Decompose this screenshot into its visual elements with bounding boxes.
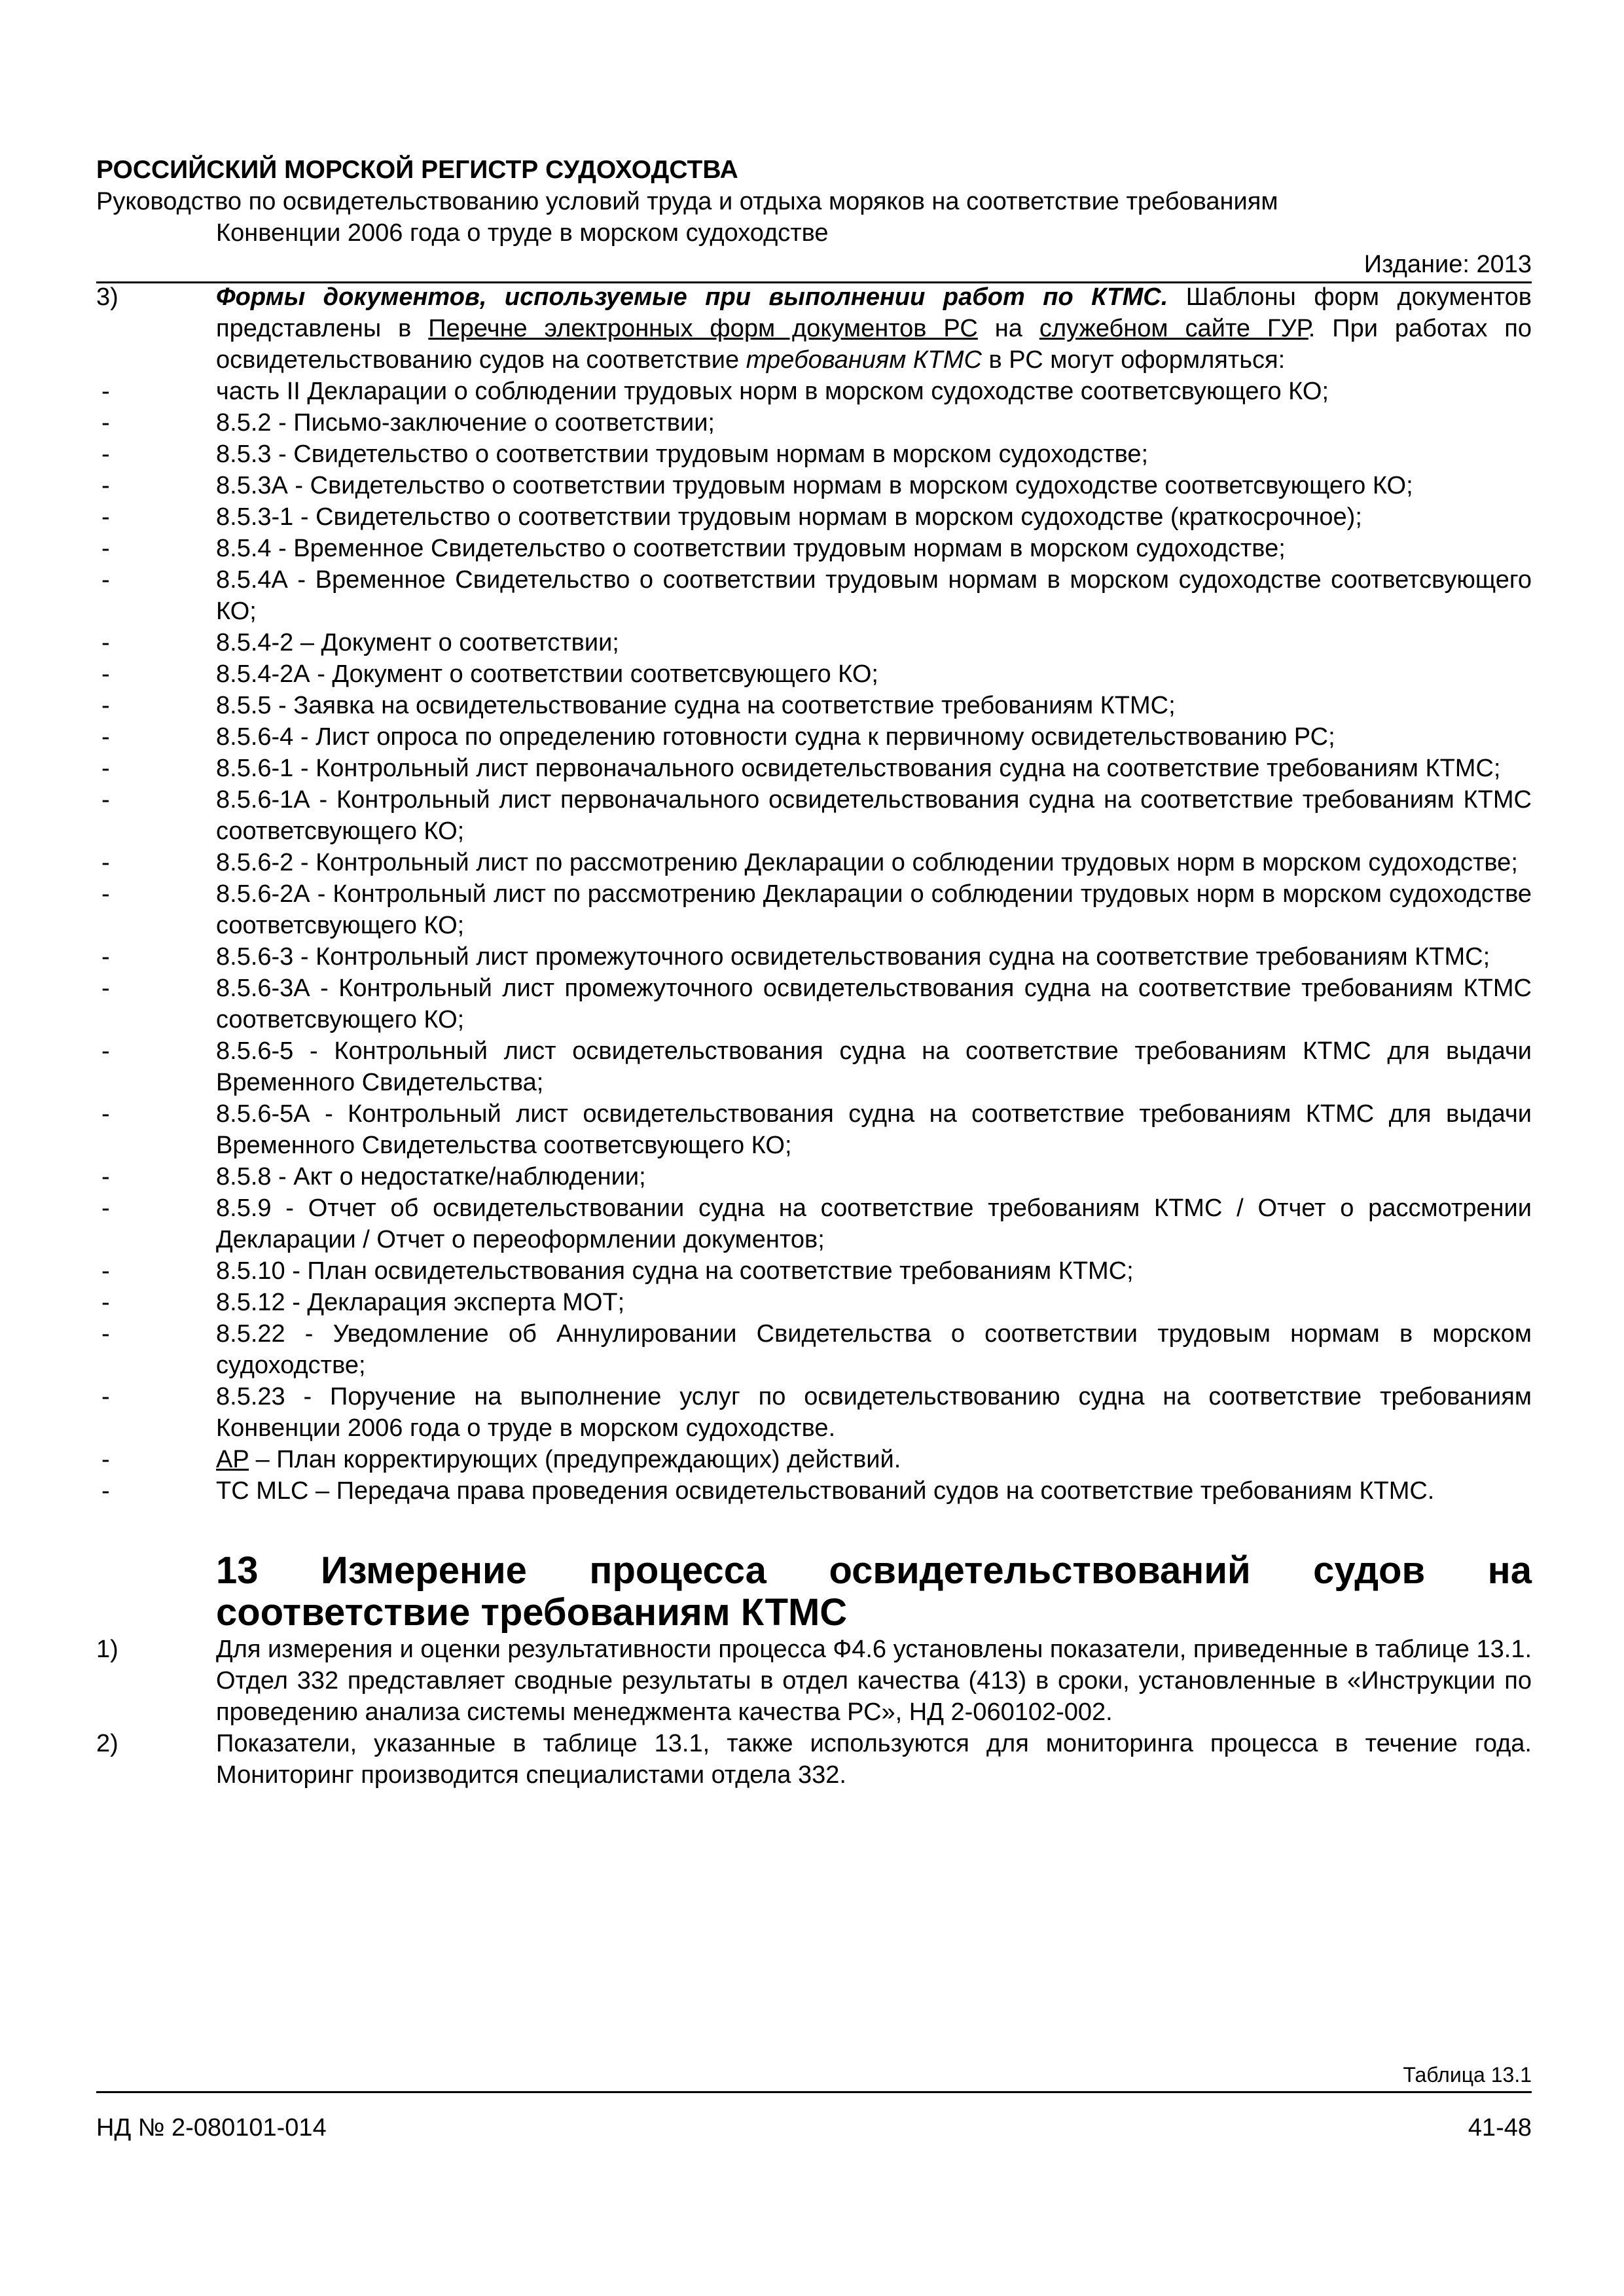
item-3-text — [216, 281, 1532, 376]
list-item-text: 8.5.4-2 – Документ о соответствии; — [216, 629, 619, 656]
ap-text: – План корректирующих (предупреждающих) действий. — [249, 1446, 901, 1473]
list-item-text: 8.5.6-4 - Лист опроса по определению готовности судна к первичному освидетельствованию РС; — [216, 723, 1335, 751]
list-item — [96, 501, 1532, 533]
list-item-text: 8.5.6-1 - Контрольный лист первоначального освидетельствования судна на соответствие требованиям КТМС; — [216, 755, 1501, 782]
list-dash: - — [101, 629, 110, 656]
list-item — [96, 470, 1532, 501]
list-dash: - — [101, 1477, 110, 1505]
list-item-text: 8.5.22 - Уведомление об Аннулировании Свидетельства о соответствии трудовым нормам в морском судоходстве; — [216, 1320, 1532, 1379]
document-title-line2: Конвенции 2006 года о труде в морском судоходстве — [216, 219, 829, 247]
list-item — [96, 1287, 1532, 1318]
list-item-text: 8.5.6-3 - Контрольный лист промежуточного освидетельствования судна на соответствие требованиям КТМС; — [216, 943, 1490, 971]
list-item — [96, 941, 1532, 973]
section-13-title-line1 — [216, 1550, 1532, 1592]
list-item-text: TC MLC – Передача права проведения освидетельствований судов на соответствие требованиям КТМС. — [216, 1477, 1435, 1505]
list-item-text: 8.5.3-1 - Свидетельство о соответствии трудовым нормам в морском судоходстве (краткосрочное); — [216, 503, 1362, 531]
list-item — [96, 1193, 1532, 1255]
section-title-word: на — [1487, 1549, 1532, 1592]
list-item — [96, 1161, 1532, 1193]
edition-label: Издание: 2013 — [1363, 251, 1532, 278]
page-body — [96, 281, 1532, 1791]
list-item — [96, 1381, 1532, 1444]
document-forms-list — [96, 376, 1532, 1444]
list-item — [96, 1035, 1532, 1098]
section-13-title — [216, 1550, 1532, 1634]
list-item — [96, 847, 1532, 878]
list-dash: - — [101, 1446, 110, 1473]
list-dash: - — [101, 1320, 110, 1348]
section-title-word: судов — [1313, 1549, 1426, 1592]
section-13-item-text: Показатели, указанные в таблице 13.1, также используются для мониторинга процесса в течение года. Мониторинг производится специалистами отдела 332. — [216, 1730, 1532, 1789]
section-number: 13 — [216, 1549, 259, 1592]
list-dash: - — [101, 692, 110, 719]
item-3 — [96, 281, 1532, 376]
list-item-text: 8.5.4А - Временное Свидетельство о соответствии трудовым нормам в морском судоходстве соответсвующего КО; — [216, 566, 1532, 625]
list-dash: - — [101, 535, 110, 562]
ap-code: AP — [216, 1446, 249, 1473]
item-marker: 2) — [96, 1730, 118, 1757]
list-item-text: 8.5.6-2 - Контрольный лист по рассмотрению Декларации о соблюдении трудовых норм в морском судоходстве; — [216, 849, 1518, 876]
list-item — [96, 376, 1532, 407]
list-item — [96, 1318, 1532, 1381]
list-dash: - — [101, 975, 110, 1002]
list-item — [96, 439, 1532, 470]
list-item-text: 8.5.9 - Отчет об освидетельствовании судна на соответствие требованиям КТМС / Отчет о рассмотрении Декларации / Отчет о переоформлении документов; — [216, 1194, 1532, 1253]
list-dash: - — [101, 1383, 110, 1410]
section-13-title-line2: соответствие требованиям КТМС — [216, 1591, 848, 1634]
list-item-ap — [96, 1444, 1532, 1475]
list-dash: - — [101, 1257, 110, 1285]
list-item-text: 8.5.10 - План освидетельствования судна на соответствие требованиям КТМС; — [216, 1257, 1134, 1285]
list-item-text: 8.5.2 - Письмо-заключение о соответствии; — [216, 409, 715, 437]
list-item — [96, 407, 1532, 439]
list-dash: - — [101, 849, 110, 876]
document-title-line1: Руководство по освидетельствованию условий труда и отдыха моряков на соответствие требованиям — [96, 188, 1278, 215]
list-item-text: 8.5.6-3А - Контрольный лист промежуточного освидетельствования судна на соответствие требованиям КТМС соответсвующего КО; — [216, 975, 1532, 1033]
forms-list-link[interactable]: Перечне электронных форм документов РС — [428, 315, 978, 342]
table-caption: Таблица 13.1 — [1403, 2063, 1532, 2087]
list-dash: - — [101, 1037, 110, 1065]
list-item-text: 8.5.6-2А - Контрольный лист по рассмотрению Декларации о соблюдении трудовых норм в морском судоходстве соответсвующего КО; — [216, 880, 1532, 939]
list-item — [96, 1098, 1532, 1161]
list-dash: - — [101, 880, 110, 908]
item-marker: 1) — [96, 1636, 118, 1663]
list-dash: - — [101, 566, 110, 594]
page-number: 41-48 — [1468, 2114, 1532, 2142]
section-13-item — [96, 1634, 1532, 1728]
list-item — [96, 721, 1532, 753]
list-dash: - — [101, 1100, 110, 1128]
list-dash: - — [101, 786, 110, 814]
list-item-text: 8.5.12 - Декларация эксперта МОТ; — [216, 1289, 625, 1316]
list-item-text: 8.5.8 - Акт о недостатке/наблюдении; — [216, 1163, 646, 1191]
list-item-text — [216, 1444, 1532, 1475]
list-item-tc — [96, 1475, 1532, 1507]
list-dash: - — [101, 472, 110, 499]
list-dash: - — [101, 660, 110, 688]
item-marker: 3) — [96, 283, 118, 311]
list-item — [96, 1255, 1532, 1287]
list-item-text: 8.5.3А - Свидетельство о соответствии трудовым нормам в морском судоходстве соответсвующего КО; — [216, 472, 1413, 499]
item-3-text-d: в РС могут оформляться: — [981, 346, 1286, 374]
list-item — [96, 973, 1532, 1035]
list-item — [96, 627, 1532, 658]
list-item — [96, 753, 1532, 784]
list-dash: - — [101, 755, 110, 782]
list-item-text: 8.5.6-5 - Контрольный лист освидетельствования судна на соответствие требованиям КТМС для выдачи Временного Свидетельства; — [216, 1037, 1532, 1096]
section-title-word: Измерение — [321, 1549, 527, 1592]
item-3-lead: Формы документов, используемые при выполнении работ по КТМС. — [216, 283, 1168, 311]
section-13-item-text: Для измерения и оценки результативности процесса Ф4.6 установлены показатели, приведенные в таблице 13.1. Отдел 332 представляет сводные результаты в отдел качества (413) в сроки, установленные в «Инструкции по проведению анализа системы менеджмента качества РС», НД 2-060102-002. — [216, 1636, 1532, 1726]
page-footer — [96, 2112, 1532, 2144]
section-title-word: освидетельствований — [829, 1549, 1251, 1592]
list-dash: - — [101, 1194, 110, 1222]
section-13-heading — [96, 1550, 1532, 1634]
list-item-text: 8.5.5 - Заявка на освидетельствование судна на соответствие требованиям КТМС; — [216, 692, 1176, 719]
list-item — [96, 658, 1532, 690]
list-item — [96, 878, 1532, 941]
item-3-text-c: . При работах по освидетельствованию судов на соответствие — [216, 315, 1532, 374]
list-item — [96, 564, 1532, 627]
section-13-item — [96, 1728, 1532, 1791]
list-item — [96, 690, 1532, 721]
list-item-text: 8.5.6-1А - Контрольный лист первоначального освидетельствования судна на соответствие требованиям КТМС соответсвующего КО; — [216, 786, 1532, 845]
document-title — [96, 186, 1532, 249]
list-dash: - — [101, 378, 110, 405]
item-3-text-b: на — [977, 315, 1039, 342]
list-dash: - — [101, 943, 110, 971]
list-dash: - — [101, 503, 110, 531]
organization-name: РОССИЙСКИЙ МОРСКОЙ РЕГИСТР СУДОХОДСТВА — [96, 156, 738, 184]
item-3-text-a: Шаблоны форм документов представлены в — [216, 283, 1532, 342]
list-dash: - — [101, 1289, 110, 1316]
list-item — [96, 533, 1532, 564]
gur-site-link[interactable]: служебном сайте ГУР — [1039, 315, 1308, 342]
list-dash: - — [101, 409, 110, 437]
section-title-word: процесса — [589, 1549, 767, 1592]
item-3-italic: требованиям КТМС — [746, 346, 982, 374]
doc-number: НД № 2-080101-014 — [96, 2114, 327, 2142]
list-item-text: 8.5.3 - Свидетельство о соответствии трудовым нормам в морском судоходстве; — [216, 440, 1149, 468]
list-dash: - — [101, 723, 110, 751]
list-item — [96, 784, 1532, 847]
section-spacer — [96, 1550, 216, 1634]
list-item-text: часть II Декларации о соблюдении трудовых норм в морском судоходстве соответсвующего КО; — [216, 378, 1329, 405]
footer-divider — [96, 2091, 1532, 2093]
list-item-text: 8.5.4 - Временное Свидетельство о соответствии трудовым нормам в морском судоходстве; — [216, 535, 1286, 562]
list-item-text: 8.5.6-5А - Контрольный лист освидетельствования судна на соответствие требованиям КТМС для выдачи Временного Свидетельства соответсвующего КО; — [216, 1100, 1532, 1159]
list-dash: - — [101, 1163, 110, 1191]
section-13-items — [96, 1634, 1532, 1791]
list-dash: - — [101, 440, 110, 468]
list-item-text: 8.5.23 - Поручение на выполнение услуг по освидетельствованию судна на соответствие требованиям Конвенции 2006 года о труде в морском судоходстве. — [216, 1383, 1532, 1442]
list-item-text: 8.5.4-2А - Документ о соответствии соответсвующего КО; — [216, 660, 878, 688]
